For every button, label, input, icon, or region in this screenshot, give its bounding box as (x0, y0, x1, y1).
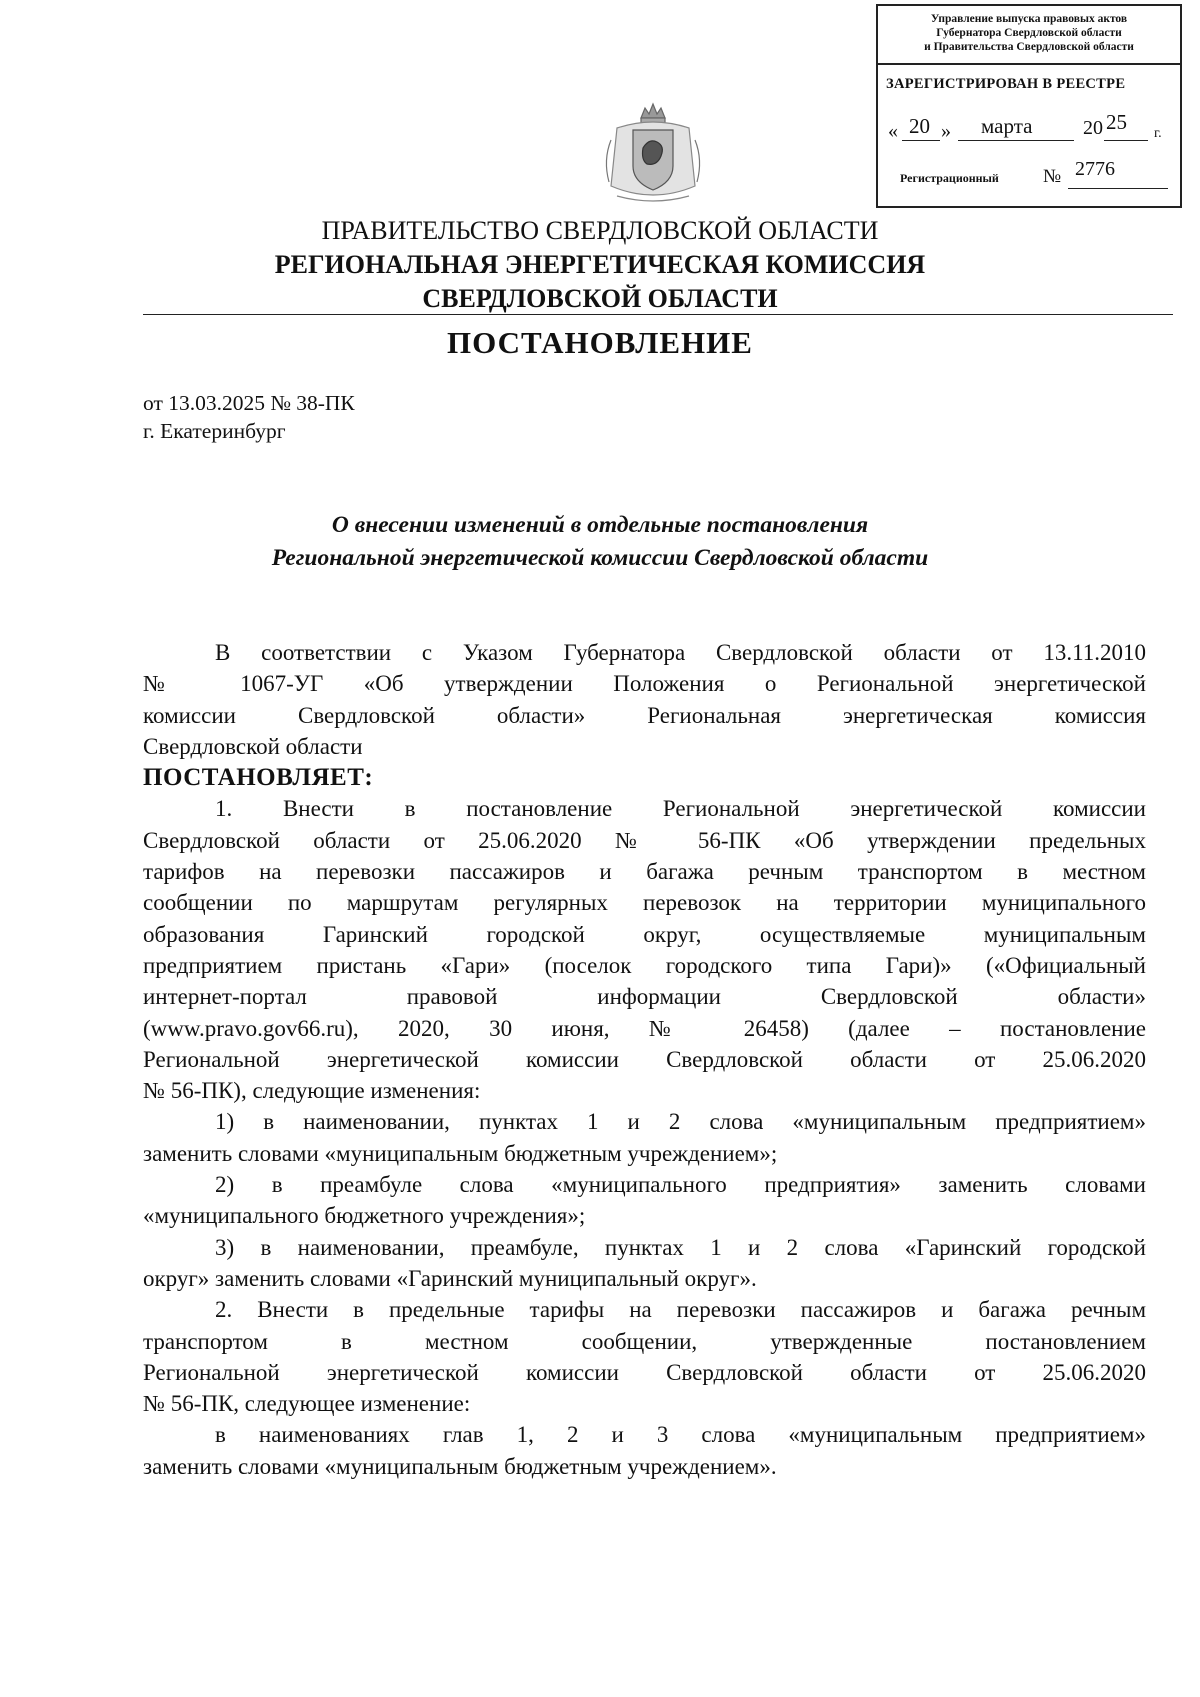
body-line: (www.pravo.gov66.ru), 2020, 30 июня, № 26458) (далее – постановление (143, 1015, 1146, 1041)
subject-line2: Региональной энергетической комиссии Свердловской области (271, 545, 929, 571)
commission-title-line1: РЕГИОНАЛЬНАЯ ЭНЕРГЕТИЧЕСКАЯ КОМИССИЯ (274, 250, 926, 279)
government-title: ПРАВИТЕЛЬСТВО СВЕРДЛОВСКОЙ ОБЛАСТИ (321, 216, 879, 245)
body-line: «муниципального бюджетного учреждения»; (143, 1203, 586, 1229)
body-line: Региональной энергетической комиссии Свердловской области от 25.06.2020 (143, 1359, 1146, 1385)
body-line: Свердловской области (143, 733, 363, 759)
stamp-day: 20 (909, 114, 930, 138)
body-line: заменить словами «муниципальным бюджетным учреждением». (143, 1453, 777, 1479)
document-date-number: от 13.03.2025 № 38-ПК (143, 391, 355, 415)
body-line: № 1067-УГ «Об утверждении Положения о Региональной энергетической (143, 671, 1146, 697)
stamp-year-underline (1104, 140, 1148, 141)
body-line: 3) в наименовании, преамбуле, пунктах 1 и 2 слова «Гаринский городской (215, 1234, 1146, 1260)
stamp-year-mark: г. (1154, 126, 1162, 141)
stamp-office (878, 6, 1180, 65)
body-line: 1. Внести в постановление Региональной энергетической комиссии (215, 796, 1146, 822)
stamp-number-sign: № (1043, 166, 1062, 187)
stamp-year-prefix: 20 (1083, 117, 1103, 139)
body-line: в наименованиях глав 1, 2 и 3 слова «муниципальным предприятием» (215, 1422, 1146, 1448)
body-line: В соответствии с Указом Губернатора Свердловской области от 13.11.2010 (215, 640, 1146, 665)
stamp-number-underline (1068, 188, 1168, 189)
document-city: г. Екатеринбург (143, 419, 286, 443)
stamp-office-line: и Правительства Свердловской области (924, 41, 1134, 53)
stamp-office-line: Управление выпуска правовых актов (930, 13, 1128, 25)
commission-title-line2: СВЕРДЛОВСКОЙ ОБЛАСТИ (422, 284, 778, 313)
body-line: образования Гаринский городской округ, осуществляемые муниципальным (143, 921, 1146, 947)
body-line: предприятием пристань «Гари» (поселок городского типа Гари)» («Официальный (143, 952, 1146, 978)
stamp-registered-label: ЗАРЕГИСТРИРОВАН В РЕЕСТРЕ (886, 76, 1126, 92)
body-line: 2. Внести в предельные тарифы на перевозки пассажиров и багажа речным (215, 1297, 1146, 1323)
body-line: Свердловской области от 25.06.2020 № 56-ПК «Об утверждении предельных (143, 827, 1146, 853)
resolves-heading: ПОСТАНОВЛЯЕТ: (143, 764, 374, 792)
stamp-open-quote: « (888, 120, 898, 142)
body-line: тарифов на перевозки пассажиров и багажа речным транспортом в местном (143, 859, 1146, 885)
stamp-number-label: Регистрационный (900, 171, 999, 185)
body-line: № 56-ПК), следующие изменения: (143, 1078, 481, 1104)
stamp-year-suffix: 25 (1106, 110, 1127, 134)
body-line: интернет-портал правовой информации Свердловской области» (143, 984, 1146, 1010)
stamp-close-quote: » (941, 120, 951, 142)
body-line: округ» заменить словами «Гаринский муниципальный округ». (143, 1265, 757, 1291)
header-divider (143, 314, 1173, 315)
document-type: ПОСТАНОВЛЕНИЕ (447, 325, 753, 360)
coat-of-arms-icon (583, 100, 723, 210)
body-line: транспортом в местном сообщении, утвержденные постановлением (143, 1328, 1146, 1354)
subject-line1: О внесении изменений в отдельные постановления (331, 512, 869, 538)
stamp-number: 2776 (1075, 158, 1115, 180)
body-line: сообщении по маршрутам регулярных перевозок на территории муниципального (143, 890, 1146, 916)
registration-stamp (876, 4, 1182, 208)
stamp-office-line: Губернатора Свердловской области (936, 27, 1122, 39)
body-line: 1) в наименовании, пунктах 1 и 2 слова «муниципальным предприятием» (215, 1109, 1146, 1135)
body-line: Региональной энергетической комиссии Свердловской области от 25.06.2020 (143, 1046, 1146, 1072)
body-line: комиссии Свердловской области» Региональная энергетическая комиссия (143, 702, 1146, 728)
stamp-month: марта (981, 114, 1033, 138)
stamp-day-underline (902, 140, 940, 141)
stamp-month-underline (958, 140, 1074, 141)
body-line: 2) в преамбуле слова «муниципального предприятия» заменить словами (215, 1172, 1146, 1198)
body-line: № 56-ПК, следующее изменение: (143, 1391, 471, 1417)
document-body (143, 637, 1146, 1482)
body-line: заменить словами «муниципальным бюджетным учреждением»; (143, 1140, 778, 1166)
